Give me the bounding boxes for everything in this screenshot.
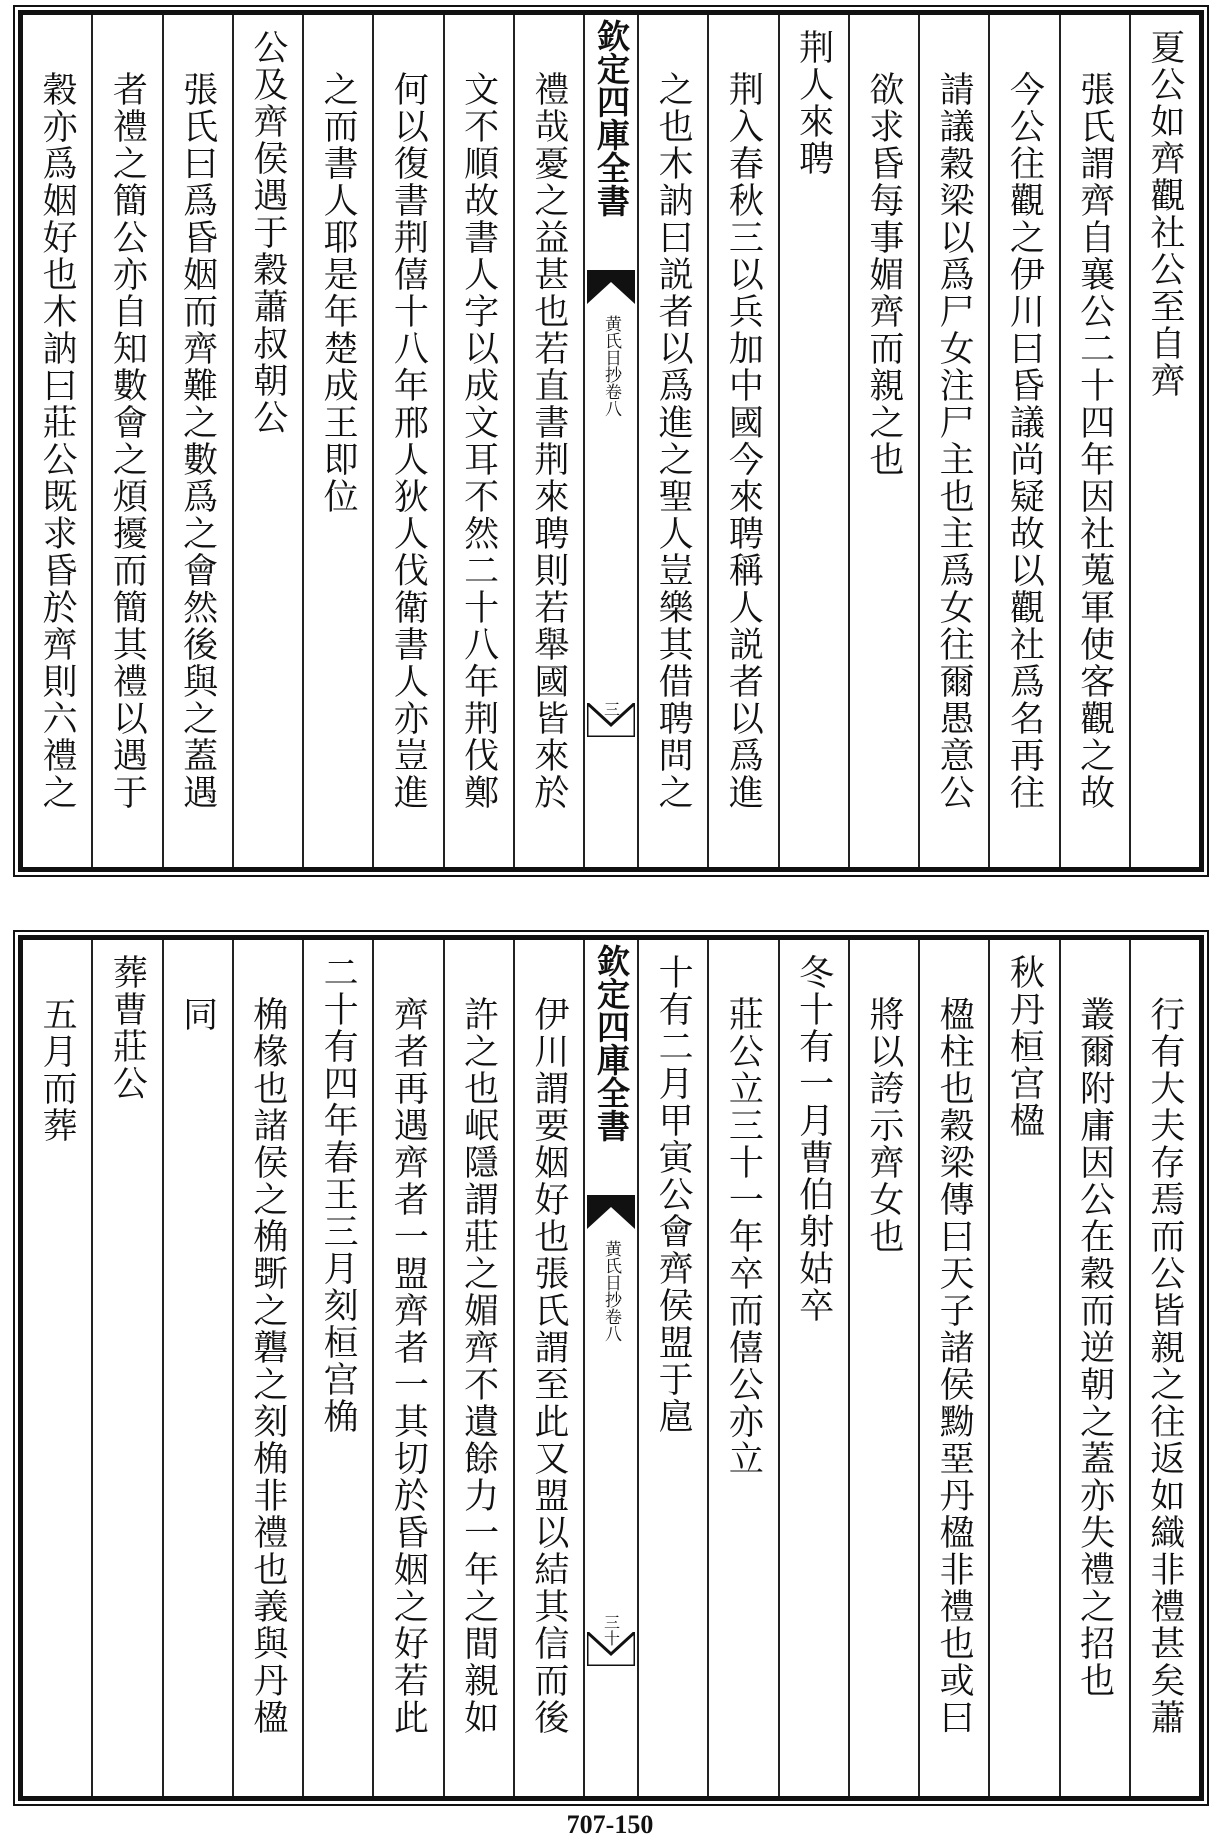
text-column [918, 940, 988, 1796]
text-column [23, 940, 91, 1796]
column-text: 將以誇示齊女也 [863, 996, 904, 1255]
text-column [162, 940, 232, 1796]
text-column [637, 15, 707, 867]
column-text: 伊川謂要姻好也張氏謂至此又盟以結其信而後 [528, 996, 569, 1736]
text-column [91, 940, 161, 1796]
text-column [302, 15, 372, 867]
text-column [372, 15, 442, 867]
column-text: 五月而葬 [37, 996, 78, 1144]
text-column [372, 940, 442, 1796]
column-text: 冬十有一月曹伯射姑卒 [793, 954, 834, 1324]
column-text: 何以復書荆僖十八年邢人狄人伐衛書人亦豈進 [388, 71, 429, 811]
center-fold-column [583, 940, 637, 1796]
text-column [848, 940, 918, 1796]
column-text: 之而書人耶是年楚成王即位 [318, 71, 359, 515]
text-column [988, 940, 1058, 1796]
text-column [988, 15, 1058, 867]
column-text: 荆人來聘 [793, 29, 834, 177]
text-column [707, 940, 777, 1796]
column-text: 莊公立三十一年卒而僖公亦立 [723, 996, 764, 1477]
edition-label: 黄氏日抄卷八 [601, 1240, 621, 1342]
center-fold-column [583, 15, 637, 867]
upper-page-frame [18, 10, 1204, 872]
fish-tail-mark-icon [587, 1195, 635, 1229]
column-text: 夏公如齊觀社公至自齊 [1144, 29, 1185, 399]
column-text: 請議穀梁以爲尸女注尸主也主爲女往爾愚意公 [934, 71, 975, 811]
column-text: 楹柱也穀梁傳曰天子諸侯黝堊丹楹非禮也或曰 [934, 996, 975, 1736]
column-text: 齊者再遇齊者一盟齊者一其切於昏姻之好若此 [388, 996, 429, 1736]
folio-number: 三 [601, 701, 621, 717]
text-column [91, 15, 161, 867]
text-column [23, 15, 91, 867]
text-column [232, 15, 302, 867]
column-text: 十有二月甲寅公會齊侯盟于扈 [653, 954, 694, 1435]
text-column [443, 940, 513, 1796]
text-column [1059, 15, 1129, 867]
edition-label: 黄氏日抄卷八 [601, 315, 621, 417]
text-column [707, 15, 777, 867]
text-column [162, 15, 232, 867]
column-text: 今公往觀之伊川曰昏議尚疑故以觀社爲名再往 [1004, 71, 1045, 811]
column-text: 文不順故書人字以成文耳不然二十八年荆伐鄭 [458, 71, 499, 811]
column-text: 桷椽也諸侯之桷斲之礱之刻桷非禮也義與丹楹 [247, 996, 288, 1736]
column-text: 許之也岷隱謂莊之媚齊不遺餘力一年之間親如 [458, 996, 499, 1736]
text-column [848, 15, 918, 867]
text-column [302, 940, 372, 1796]
column-text: 公及齊侯遇于穀蕭叔朝公 [247, 29, 288, 436]
fish-tail-mark-icon [587, 703, 635, 737]
folio-number: 三十 [601, 1614, 621, 1646]
column-text: 行有大夫存焉而公皆親之往返如織非禮甚矣蕭 [1144, 996, 1185, 1736]
book-title: 欽定四庫全書 [592, 19, 631, 217]
text-column [1059, 940, 1129, 1796]
text-column [778, 15, 848, 867]
column-text: 秋丹桓宫楹 [1004, 954, 1045, 1139]
column-text: 荆入春秋三以兵加中國今來聘稱人説者以爲進 [723, 71, 764, 811]
text-column [443, 15, 513, 867]
text-column [778, 940, 848, 1796]
text-column [918, 15, 988, 867]
column-text: 欲求昏每事媚齊而親之也 [863, 71, 904, 478]
book-title: 欽定四庫全書 [592, 944, 631, 1142]
page-code: 707-150 [566, 1810, 654, 1839]
column-text: 穀亦爲姻好也木訥曰莊公既求昏於齊則六禮之 [37, 71, 78, 811]
column-text: 張氏謂齊自襄公二十四年因社蒐軍使客觀之故 [1074, 71, 1115, 811]
fish-tail-mark-icon [587, 270, 635, 304]
lower-page-frame [18, 935, 1204, 1801]
text-column [1129, 940, 1199, 1796]
text-column [513, 15, 583, 867]
column-text: 叢爾附庸因公在穀而逆朝之蓋亦失禮之招也 [1074, 996, 1115, 1699]
text-column [1129, 15, 1199, 867]
column-text: 葬曹莊公 [107, 954, 148, 1102]
column-text: 張氏曰爲昏姻而齊難之數爲之會然後與之蓋遇 [177, 71, 218, 811]
column-text: 二十有四年春王三月刻桓宫桷 [318, 954, 359, 1435]
text-column [513, 940, 583, 1796]
column-text: 同 [177, 996, 218, 1033]
column-text: 禮哉憂之益甚也若直書荆來聘則若舉國皆來於 [528, 71, 569, 811]
column-text: 者禮之簡公亦自知數會之煩擾而簡其禮以遇于 [107, 71, 148, 811]
fish-tail-mark-icon [587, 1632, 635, 1666]
text-column [232, 940, 302, 1796]
text-column [637, 940, 707, 1796]
column-text: 之也木訥曰説者以爲進之聖人豈樂其借聘問之 [653, 71, 694, 811]
